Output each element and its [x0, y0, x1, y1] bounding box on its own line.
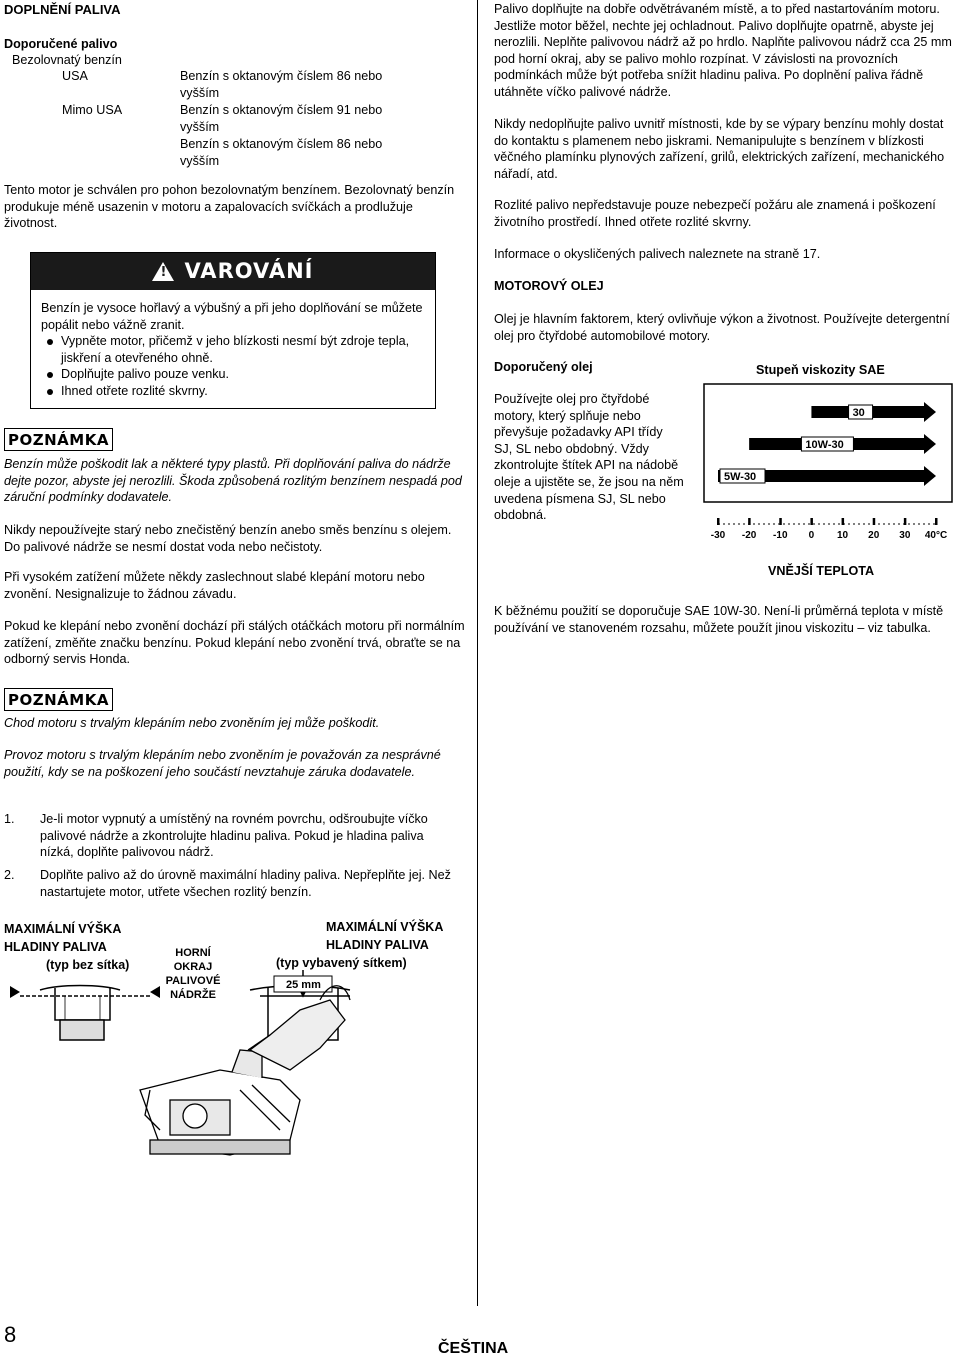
- fuel-spec-outside-usa-2: Benzín s oktanovým číslem 86 nebo vyšším: [180, 137, 383, 168]
- note-label-2: POZNÁMKA: [4, 688, 113, 711]
- approval-text: Tento motor je schválen pro pohon bezolovnatým benzínem. Bezolovnatý benzín produkuje méně usazenin v motoru a zapalovacích svíčkách a prodlužuje životnost.: [4, 183, 455, 231]
- recommended-fuel-title: Doporučené palivo: [4, 37, 118, 51]
- x-tick-label: -10: [773, 530, 788, 541]
- para-spill: Rozlité palivo nepředstavuje pouze nebezpečí požáru ale znamená i poškození životního prostředí. Ihned otřete rozlité skvrny.: [494, 198, 936, 229]
- para-knock: Při vysokém zatížení můžete někdy zaslechnout slabé klepání motoru nebo zvonění. Nesignalizuje to žádnou závadu.: [4, 570, 425, 601]
- footer-language: ČEŠTINA: [438, 1340, 509, 1357]
- x-tick-label: 10: [837, 530, 849, 541]
- x-tick: [873, 518, 876, 525]
- x-tick: [904, 518, 907, 525]
- fuel-can-icon: [248, 986, 350, 1070]
- warning-bullets: [41, 333, 433, 399]
- oil-para: Olej je hlavním faktorem, který ovlivňuje výkon a životnost. Používejte detergentní olej pro čtyřdobé automobilové motory.: [494, 312, 950, 343]
- x-tick-label: -30: [710, 530, 726, 541]
- x-tick: [842, 518, 845, 525]
- section-title: DOPLNĚNÍ PALIVA: [4, 2, 121, 17]
- note-text-2a: Chod motoru s trvalým klepáním nebo zvoněním jej může poškodit.: [4, 716, 380, 730]
- x-tick-label: 20: [868, 530, 880, 541]
- dimension-label: 25 mm: [286, 979, 321, 991]
- x-tick-label: 30: [899, 530, 911, 541]
- page-number: 8: [4, 1322, 17, 1347]
- x-tick: [748, 518, 751, 525]
- chart-xlabel: VNĚJŠÍ TEPLOTA: [768, 564, 875, 578]
- para-indoor-warning: Nikdy nedoplňujte palivo uvnitř místnosti, kde by se výpary benzínu mohly dostat do kontaktu s plamenem nebo jiskrami. Nemanipulujte s benzínem v blízkosti věčného plamínku plynových zařízení, grilů, elektrických zařízení, mechanického nářadí, atd.: [494, 117, 945, 181]
- figure-label-max-left: MAXIMÁLNÍ VÝŠKA HLADINY PALIVA (typ bez sítka): [4, 922, 130, 972]
- viscosity-label: 30: [852, 407, 865, 419]
- warning-bullet: Vypněte motor, přičemž v jeho blízkosti nesmí být zdroje tepla, jiskření a otevřeného ohně.: [41, 333, 433, 366]
- warning-intro: Benzín je vysoce hořlavý a výbušný a při jeho doplňování se můžete popálit nebo vážně zranit.: [41, 301, 423, 332]
- arrow-icon: [150, 986, 160, 998]
- tank-neck-no-strainer: [20, 986, 150, 1041]
- viscosity-chart: [696, 378, 958, 548]
- recommended-oil-title: Doporučený olej: [494, 360, 593, 374]
- fuel-spec-usa: Benzín s oktanovým číslem 86 nebo vyšším: [180, 69, 383, 100]
- warning-triangle-icon: !: [152, 262, 174, 281]
- figure-label-tank-top: HORNÍ OKRAJ PALIVOVÉ NÁDRŽE: [165, 947, 221, 1001]
- x-tick-label: 0: [808, 530, 815, 541]
- para-knock-2: Pokud ke klepání nebo zvonění dochází při stálých otáčkách motoru při normálním zatížení, změňte značku benzínu. Pokud klepání nebo zvonění trvá, obraťte se na odborný servis Honda.: [4, 619, 465, 667]
- x-tick-label: -20: [741, 530, 757, 541]
- fuel-tank-illustration: [0, 940, 470, 1200]
- warning-header: [31, 253, 435, 290]
- note-text-2b: Provoz motoru s trvalým klepáním nebo zvoněním je považován za nesprávné použití, kdy se na poškození jeho součástí nevztahuje záruka dodavatele.: [4, 748, 441, 779]
- fuel-type: Bezolovnatý benzín: [12, 53, 122, 67]
- engine-icon: [140, 1050, 300, 1155]
- para-old-fuel: Nikdy nepoužívejte starý nebo znečistěný benzín anebo směs benzínu s olejem. Do palivové nádrže se nesmí dostat voda nebo nečistoty.: [4, 523, 452, 554]
- usage-text: K běžnému použití se doporučuje SAE 10W-30. Není-li průměrná teplota v místě používání ve stanoveném rozsahu, můžete použít jinou viskozitu – viz tabulka.: [494, 604, 944, 635]
- x-tick: [717, 518, 720, 525]
- viscosity-label: 10W-30: [805, 439, 844, 451]
- warning-bullet: Doplňujte palivo pouze venku.: [41, 366, 433, 383]
- viscosity-label: 5W-30: [724, 471, 757, 483]
- warning-bullet: Ihned otřete rozlité skvrny.: [41, 383, 433, 400]
- recommended-oil-text: Používejte olej pro čtyřdobé motory, který splňuje nebo převyšuje požadavky API třídy SJ, SL nebo obdobný. Vždy zkontrolujte štítek API na nádobě oleje a ujistěte se, že jsou na něm uvedena písmena SJ, SL nebo obdobná.: [494, 392, 684, 523]
- fuel-region-outside-usa: Mimo USA: [62, 103, 123, 117]
- x-tick: [779, 518, 782, 525]
- column-divider: [477, 0, 478, 1306]
- step-1: 1. Je-li motor vypnutý a umístěný na rovném povrchu, odšroubujte víčko palivové nádrže a zkontrolujte hladinu paliva. Pokud je hladina paliva nízká, doplňte palivovou nádrž.: [4, 812, 428, 860]
- x-tick: [810, 518, 813, 525]
- x-tick: [935, 518, 938, 525]
- oil-title: MOTOROVÝ OLEJ: [494, 279, 604, 293]
- chart-title: Stupeň viskozity SAE: [756, 363, 885, 377]
- fuel-region-usa: USA: [62, 69, 88, 83]
- step-2: 2. Doplňte palivo až do úrovně maximální hladiny paliva. Nepřeplňte jej. Než nastartujete motor, utřete všechen rozlitý benzín.: [4, 868, 451, 899]
- figure-label-max-right: MAXIMÁLNÍ VÝŠKA HLADINY PALIVA (typ vybavený sítkem): [276, 920, 444, 970]
- para-oxygenated: Informace o okysličených palivech naleznete na straně 17.: [494, 247, 821, 261]
- para-refuel-ventilation: Palivo doplňujte na dobře odvětrávaném místě, a to před nastartováním motoru. Jestliže motor běžel, nechte jej ochladnout. Palivo doplňujte opatrně, abyste jej nerozlili. Neplňte palivovou nádrž až po hrdlo. Naplňte palivovou nádrž cca 25 mm pod horní okraj, aby se palivo mohlo rozpínat. V závislosti na provozních podmínkách může být potřeba snížit hladinu paliva. Po doplnění paliva řádně utáhněte víčko palivové nádrže.: [494, 2, 952, 99]
- warning-title: VAROVÁNÍ: [184, 259, 314, 284]
- warning-box: [30, 252, 436, 409]
- x-tick-label: 40°C: [924, 530, 948, 541]
- note-text-1: Benzín může poškodit lak a některé typy plastů. Při doplňování paliva do nádrže dejte pozor, abyste jej nerozlili. Škoda způsobená rozlitým benzínem nespadá pod záruční podmínky dodavatele.: [4, 457, 462, 505]
- fuel-spec-outside-usa-1: Benzín s oktanovým číslem 91 nebo vyšším: [180, 103, 383, 134]
- arrow-icon: [10, 986, 20, 998]
- note-label-1: POZNÁMKA: [4, 428, 113, 451]
